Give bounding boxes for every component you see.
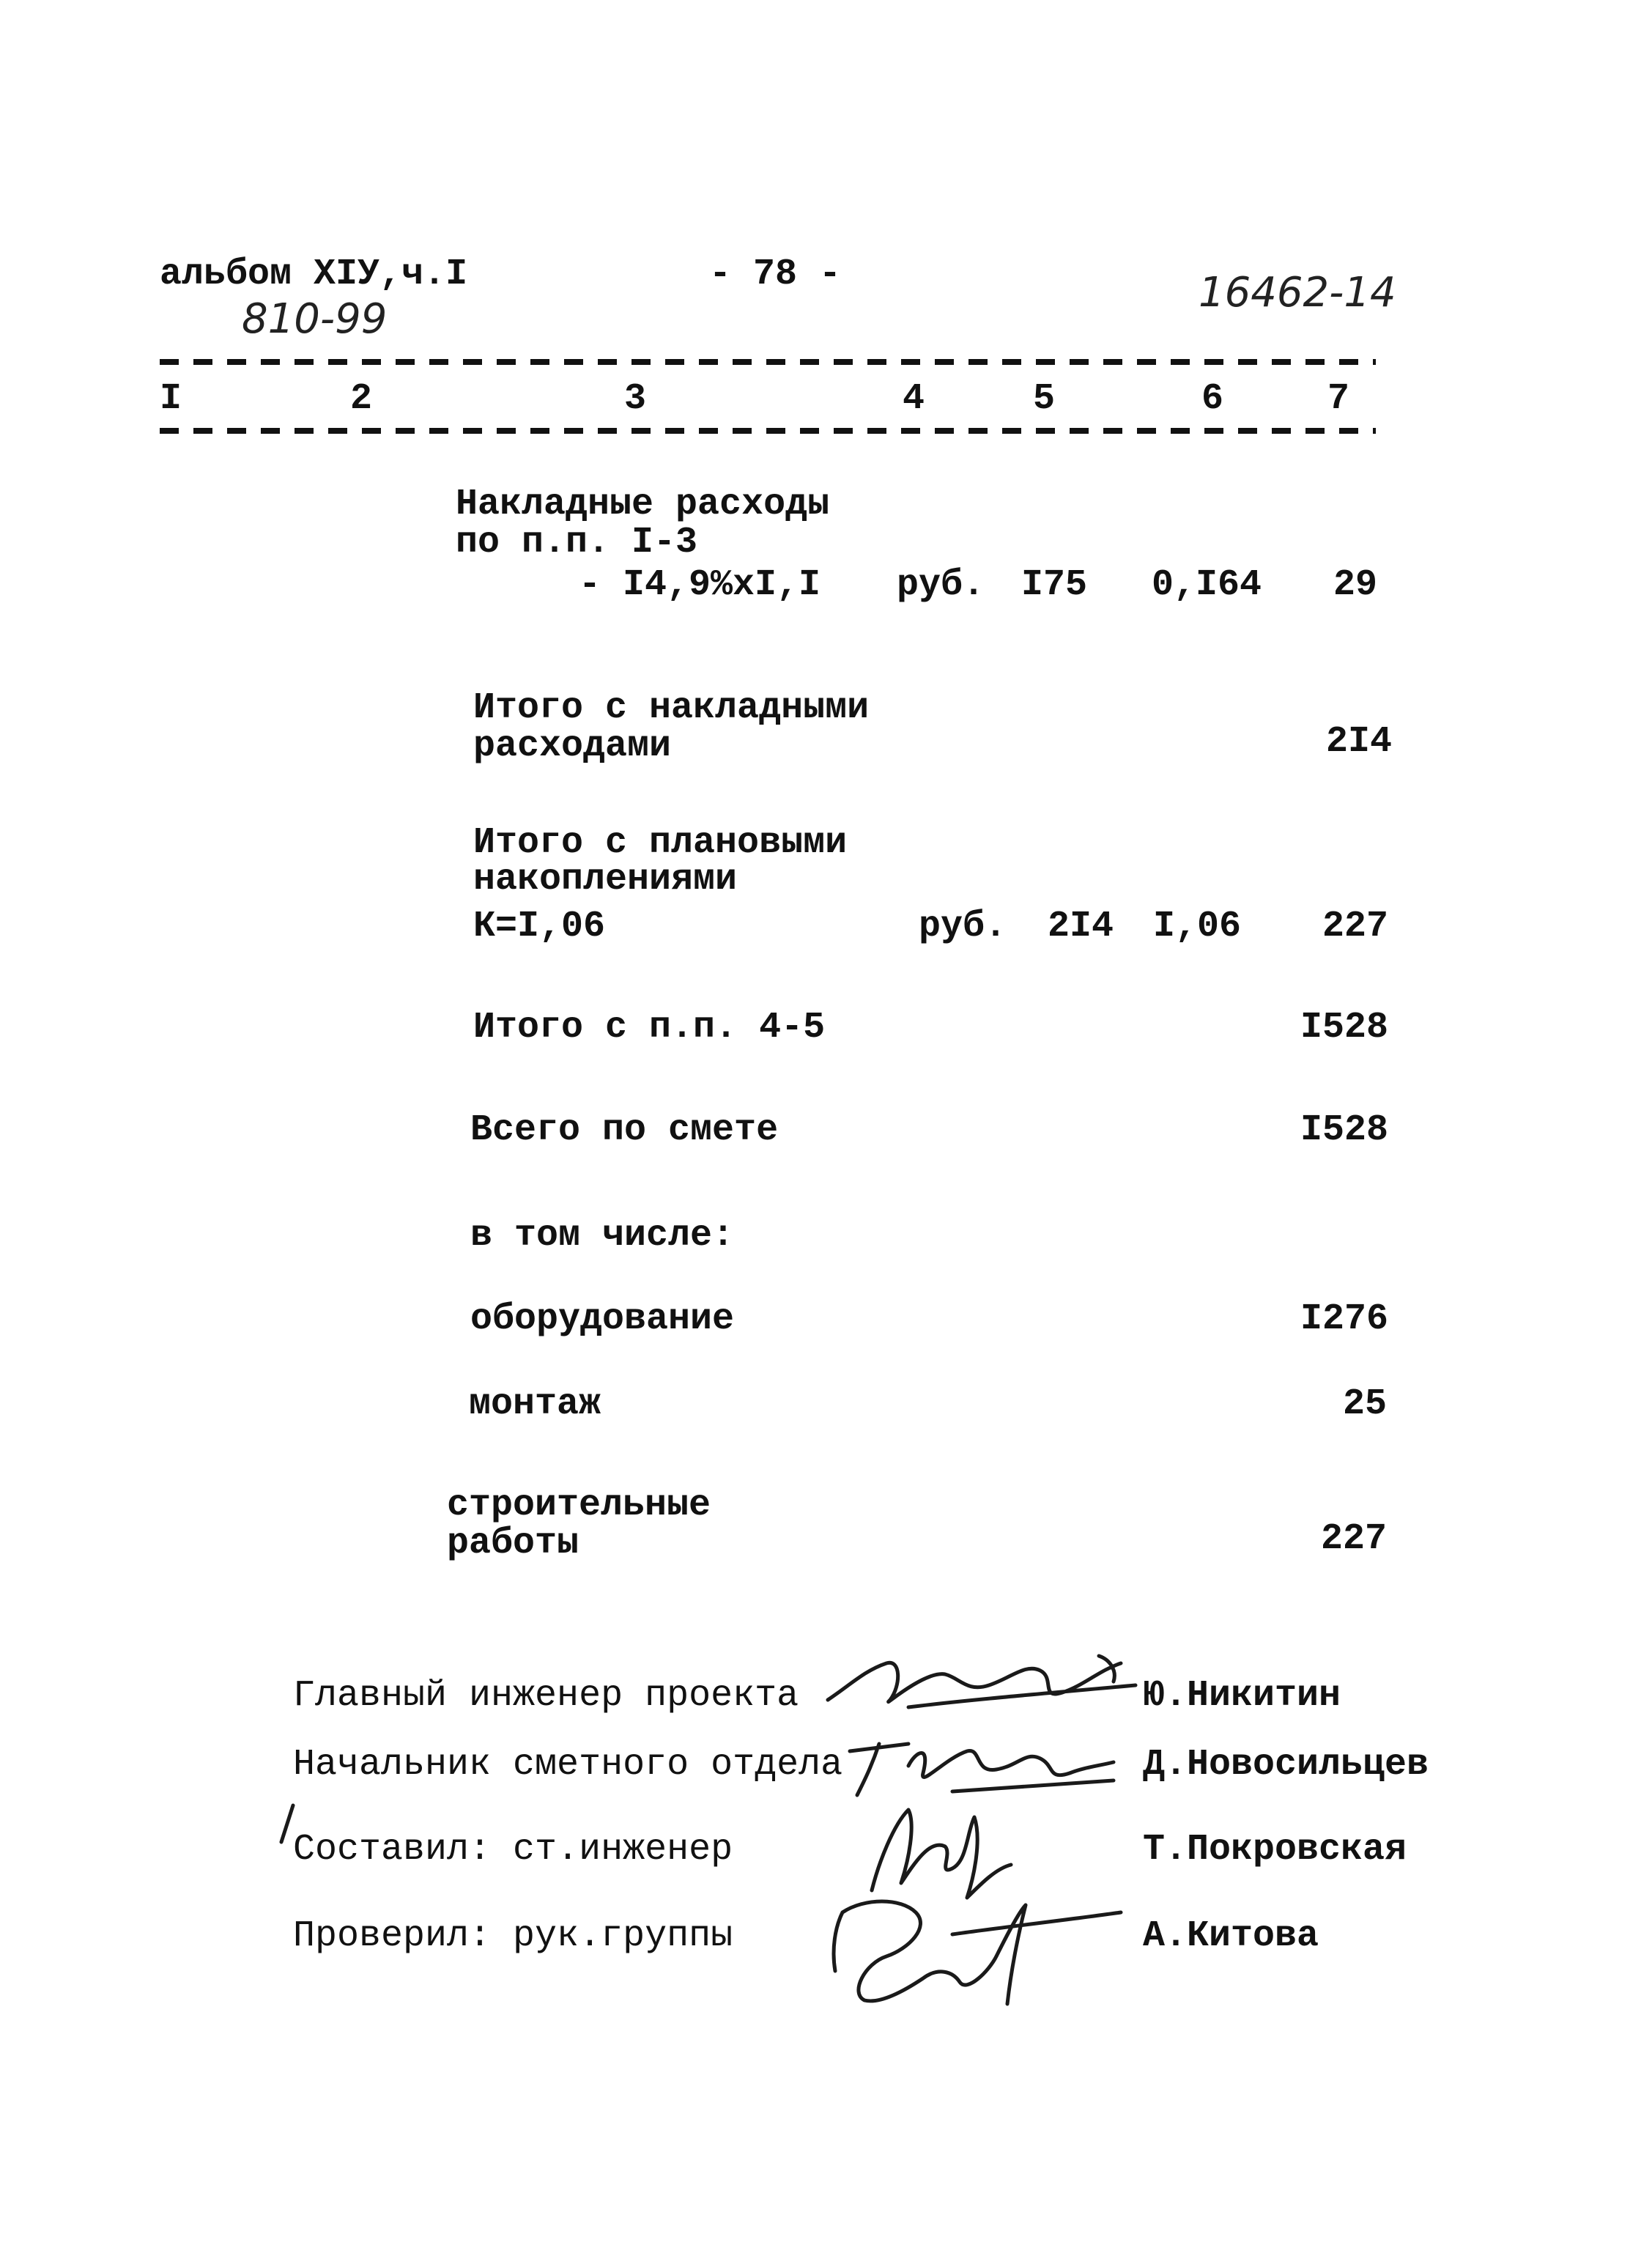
signature-role: Составил: ст.инженер (293, 1829, 733, 1871)
row-label: Итого с п.п. 4-5 (473, 1007, 826, 1049)
signature-mark-4 (821, 1883, 1128, 2015)
tick-mark-icon (277, 1802, 299, 1846)
row-label: оборудование (470, 1298, 735, 1340)
row-label: Всего по смете (470, 1109, 779, 1151)
row-col7: I276 (1300, 1298, 1388, 1340)
col-header-7: 7 (1327, 378, 1350, 420)
row-col7: I528 (1300, 1109, 1388, 1151)
row-col6: 0,I64 (1152, 564, 1262, 606)
row-col7: 227 (1320, 1518, 1387, 1560)
signature-name: Т.Покровская (1143, 1829, 1407, 1871)
row-col6: I,06 (1153, 906, 1242, 947)
row-unit: руб. (919, 906, 1007, 947)
row-label: накоплениями (473, 859, 738, 900)
row-label: по п.п. I-3 (456, 522, 698, 563)
signature-mark-1 (821, 1641, 1143, 1722)
col-header-6: 6 (1201, 378, 1224, 420)
row-label: строительные (447, 1484, 711, 1526)
row-formula: - I4,9%xI,I (579, 564, 821, 606)
row-col7: 227 (1322, 906, 1388, 947)
col-header-5: 5 (1033, 378, 1056, 420)
row-col5: I75 (1021, 564, 1088, 606)
signature-name: Д.Новосильцев (1143, 1744, 1429, 1786)
album-reference: альбом XIУ,ч.I (160, 254, 468, 295)
row-col7: I528 (1300, 1007, 1388, 1049)
row-unit: руб. (897, 564, 985, 606)
signature-role: Проверил: рук.группы (293, 1915, 733, 1957)
row-col7: 25 (1342, 1383, 1387, 1425)
row-label: работы (447, 1523, 579, 1564)
row-col7: 29 (1333, 564, 1377, 606)
row-label: монтаж (469, 1383, 601, 1425)
signature-name: Ю.Никитин (1143, 1675, 1341, 1717)
col-header-4: 4 (903, 378, 925, 420)
row-label: Накладные расходы (456, 484, 830, 525)
doc-code-right: 16462-14 (1199, 269, 1396, 317)
divider-top (160, 359, 1376, 365)
row-label: в том числе: (470, 1215, 735, 1257)
divider-bottom (160, 428, 1376, 434)
page-number: - 78 - (709, 254, 842, 295)
row-label: Итого с накладными (473, 687, 870, 729)
col-header-2: 2 (350, 378, 373, 420)
signature-role: Начальник сметного отдела (293, 1744, 843, 1786)
col-header-3: 3 (624, 378, 647, 420)
row-label: Итого с плановыми (473, 822, 848, 864)
col-header-1: I (160, 378, 182, 420)
signature-role: Главный инженер проекта (293, 1675, 799, 1717)
row-col7: 2I4 (1325, 721, 1392, 763)
signature-name: А.Китова (1143, 1915, 1319, 1957)
signature-mark-2 (842, 1722, 1121, 1802)
row-col5: 2I4 (1048, 906, 1114, 947)
row-label: расходами (473, 725, 672, 767)
doc-code-left: 810-99 (242, 295, 388, 343)
row-label: К=I,06 (473, 906, 606, 947)
